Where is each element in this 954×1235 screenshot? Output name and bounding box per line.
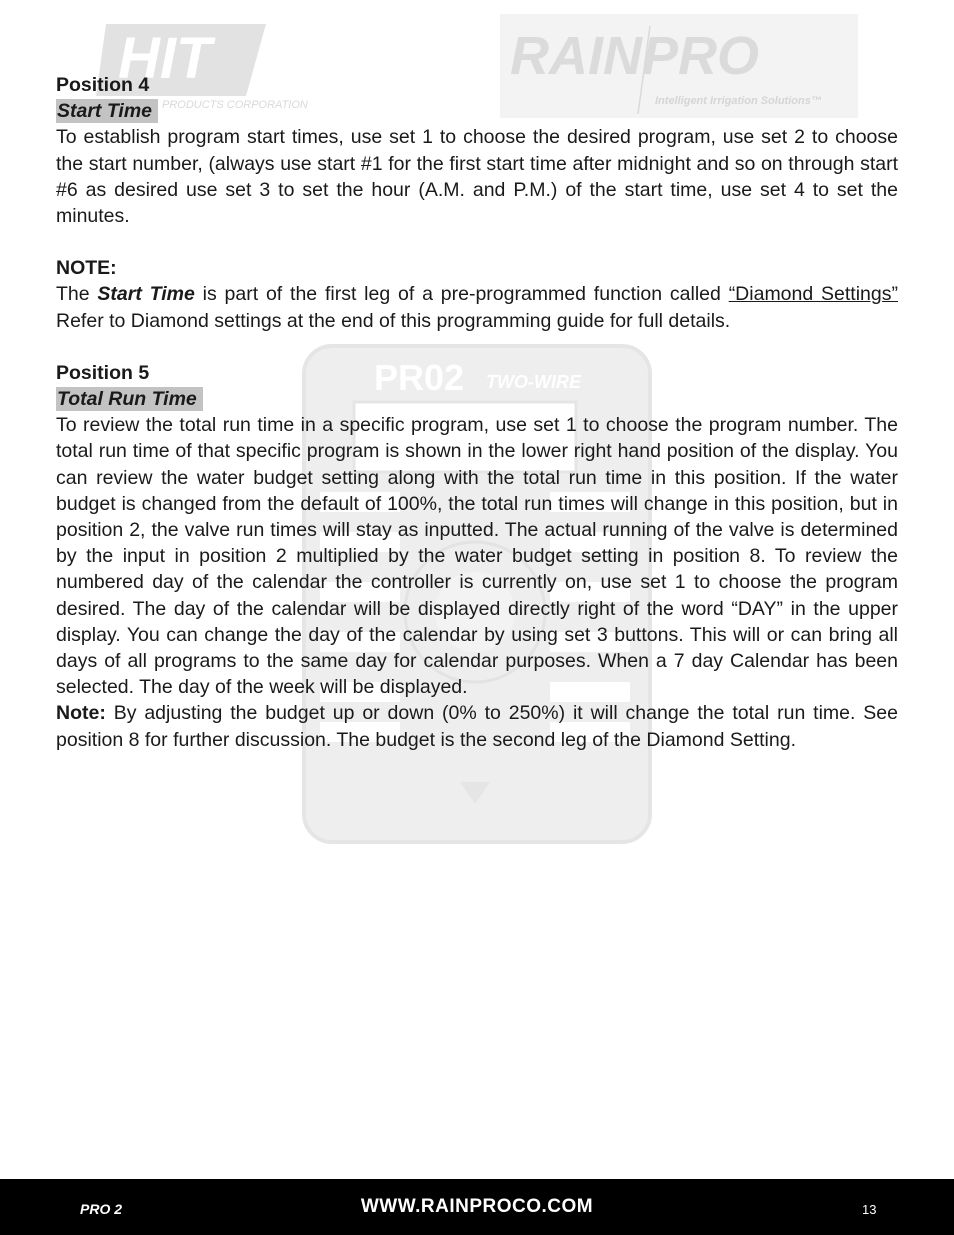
section-5-subheading: Total Run Time xyxy=(56,387,203,411)
svg-text:PRODUCTS CORPORATION: PRODUCTS CORPORATION xyxy=(162,99,308,111)
section-4-body: To establish program start times, use set 1 to choose the desired program, use set 2 to choose the start number, (always use start #1 for the first start time after midnight and so on through start #6 as desired use set 3 to set the hour (A.M. and P.M.) of the start time, use set 4 to set the minutes. xyxy=(56,126,898,228)
svg-text:RAINPRO: RAINPRO xyxy=(510,26,760,86)
footer-website-link[interactable]: WWW.RAINPROCO.COM xyxy=(360,1196,594,1217)
section-4-heading: Position 4 xyxy=(56,74,150,96)
footer-product-name: PRO 2 xyxy=(80,1201,123,1217)
page-footer xyxy=(0,1179,954,1235)
note-1-body: The Start Time is part of the first leg of a pre-programmed function called “Diamond Settings” Refer to Diamond settings at the end of this programming guide for full details. xyxy=(56,283,898,332)
section-4-subheading: Start Time xyxy=(56,99,158,123)
note-2-body: Note: By adjusting the budget up or down (0% to 250%) it will change the total run time. See position 8 for further discussion. The budget is the second leg of the Diamond Setting. xyxy=(56,702,898,751)
document-body xyxy=(56,72,898,753)
section-5-body: To review the total run time in a specific program, use set 1 to choose the program number. The total run time of that specific program is shown in the lower right hand position of the display. You can review the water budget setting along with the total run time in this position. If the water budget is changed from the default of 100%, the total run times will change in this position, but in position 2, the valve run times will stay as inputted. The actual running of the valve is determined by the input in position 2 multiplied by the water budget setting in position 8. To review the numbered day of the calendar the controller is currently on, use set 1 to choose the program desired. The day of the calendar will be displayed directly right of the word “DAY” in the upper display. You can change the day of the calendar by using set 3 buttons. This will or can bring all days of all programs to the same day for calendar purposes. When a 7 day Calendar has been selected. The day of the week will be displayed. xyxy=(56,414,898,699)
section-5-heading: Position 5 xyxy=(56,361,150,384)
svg-text:Intelligent Irrigation Solutio: Intelligent Irrigation Solutions™ xyxy=(655,95,822,107)
note-1-label: NOTE: xyxy=(56,257,117,280)
page-number: 13 xyxy=(862,1202,877,1217)
note-2-label: Note: xyxy=(56,702,106,725)
svg-text:HIT: HIT xyxy=(118,26,212,91)
diamond-settings-link[interactable]: “Diamond Settings” xyxy=(728,283,898,306)
svg-text:PR02: PR02 xyxy=(374,357,465,398)
svg-text:TWO-WIRE: TWO-WIRE xyxy=(486,372,581,392)
note-1-emphasis: Start Time xyxy=(97,283,195,306)
